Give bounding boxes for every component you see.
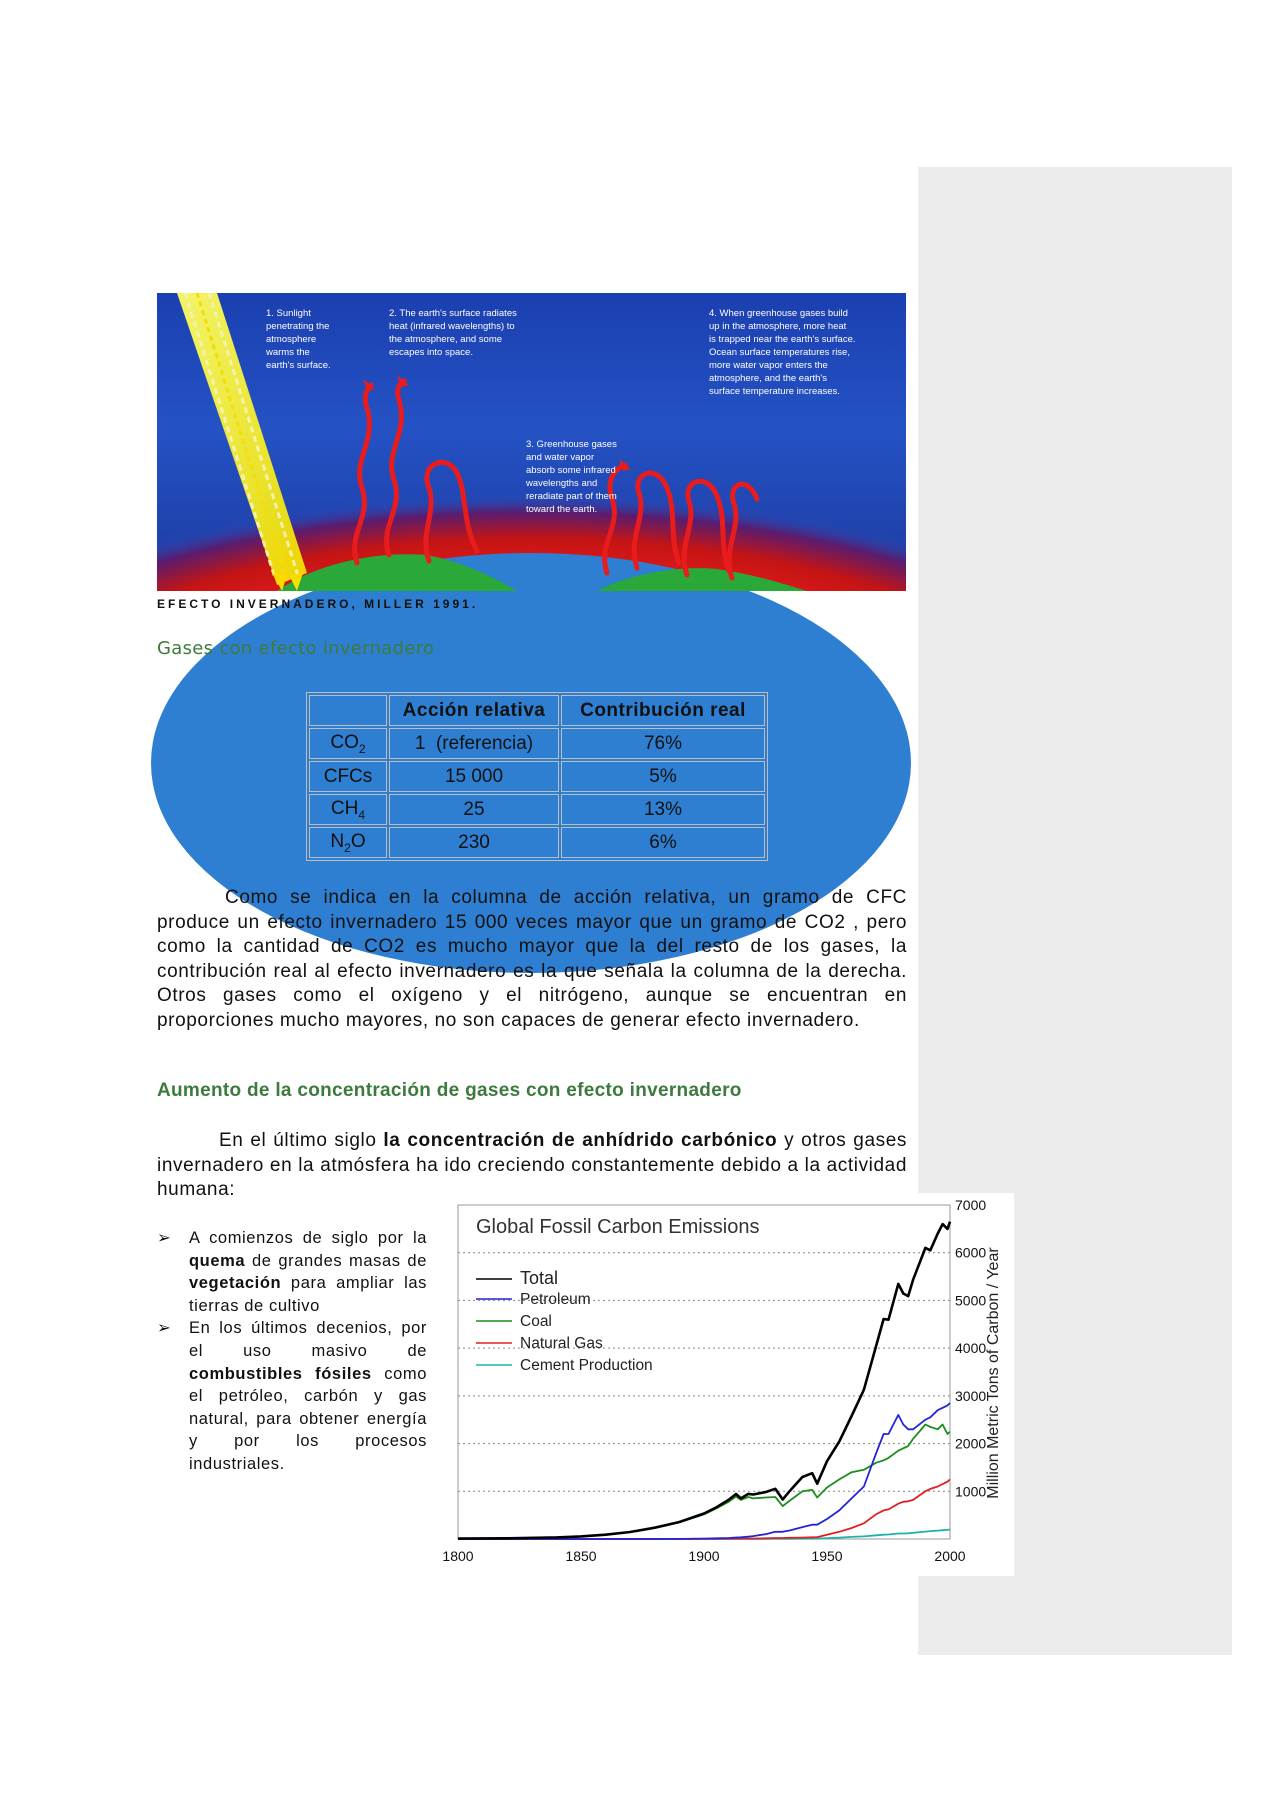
bullet-emphasis: quema [189,1251,246,1270]
gas-formula-subscript: 2 [358,741,366,756]
legend-entry: Cement Production [520,1357,653,1374]
carbon-emissions-chart [442,1193,1014,1576]
subheading-concentration: Aumento de la concentración de gases con efecto invernadero [157,1080,742,1101]
paragraph-concentration-start: En el último siglo [219,1130,384,1151]
gas-formula [309,794,387,825]
legend-entry: Coal [520,1313,552,1330]
chart-x-tick-label: 1900 [688,1548,720,1564]
gas-formula-base: N [330,830,345,852]
bullet-text: como el petróleo, carbón y gas natural, para obtener energía y por los procesos industriales. [189,1364,427,1473]
carbon-emissions-chart-svg [442,1193,1014,1576]
figure-caption: EFECTO INVERNADERO, MILLER 1991. [157,597,479,611]
gas-formula-base: CH [330,797,359,819]
chart-y-tick-label: 2000 [955,1435,987,1452]
gas-formula [309,728,387,759]
list-item [157,1227,427,1317]
table-row [309,827,765,858]
chart-y-tick-label: 6000 [955,1244,987,1261]
relative-action-value: 230 [389,827,559,858]
gas-formula-base: CO [330,731,359,753]
chart-x-tick-label: 1800 [442,1548,474,1564]
section-heading: Gases con efecto invernadero [157,638,435,659]
bullet-text: A comienzos de siglo por la [189,1229,427,1247]
greenhouse-step-3: 3. Greenhouse gases and water vapor absorb some infrared wavelengths and reradiate part of them toward the earth. [526,439,617,515]
list-item [157,1317,427,1475]
legend-entry: Total [520,1268,559,1288]
real-contribution-value: 6% [561,827,765,858]
causes-bullet-list [157,1227,427,1476]
bullet-arrow-icon: ➢ [157,1319,172,1338]
paragraph-relative-action: Como se indica en la columna de acción relativa, un gramo de CFC produce un efecto invernadero 15 000 veces mayor que un gramo de CO2 , pero como la cantidad de CO2 es mucho mayor que la del resto de los gases, la contribución real al efecto invernadero es la que señala la columna de la derecha. Otros gases como el oxígeno y el nitrógeno, aunque se encuentran en proporciones mucho mayores, no son capaces de generar efecto invernadero. [157,887,907,1031]
gas-formula-subscript: 4 [358,807,366,822]
real-contribution-value: 13% [561,794,765,825]
chart-x-tick-label: 2000 [934,1548,966,1564]
gas-formula [309,761,387,792]
relative-action-value: 15 000 [389,761,559,792]
chart-title: Global Fossil Carbon Emissions [476,1216,760,1238]
chart-y-tick-label: 1000 [955,1483,987,1500]
real-contribution-value: 76% [561,728,765,759]
gas-formula-suffix: O [350,830,366,852]
real-contribution-value: 5% [561,761,765,792]
bullet-emphasis: combustibles fósiles [189,1364,372,1383]
bullet-arrow-icon: ➢ [157,1229,172,1247]
greenhouse-step-2: 2. The earth's surface radiates heat (infrared wavelengths) to the atmosphere, and some escapes into space. [389,308,517,358]
table-row [309,761,765,792]
greenhouse-gases-table [306,692,768,861]
relative-action-value: 25 [389,794,559,825]
legend-entry: Natural Gas [520,1335,603,1352]
table-row [309,728,765,759]
table-header-gas [309,695,387,726]
greenhouse-step-4: 4. When greenhouse gases build up in the atmosphere, more heat is trapped near the earth's surface. Ocean surface temperatures rise, more water vapor enters the atmosphere, and the earth's surface temperature increases. [709,308,856,397]
chart-y-tick-label: 3000 [955,1387,987,1404]
chart-y-tick-label: 5000 [955,1292,987,1309]
gas-formula-subscript: 2 [344,840,351,855]
paragraph-concentration-end: y otros gases invernadero en la atmósfera ha ido creciendo constantemente debido a la actividad humana: [157,1130,907,1201]
paragraph-concentration-emphasis: la concentración de anhídrido carbónico [383,1130,778,1151]
table-row [309,794,765,825]
legend-entry: Petroleum [520,1291,591,1308]
greenhouse-step-1: 1. Sunlight penetrating the atmosphere warms the earth's surface. [266,308,331,371]
chart-y-axis-label: Million Metric Tons of Carbon / Year [985,1247,1002,1499]
gas-formula [309,827,387,858]
greenhouse-effect-figure [157,293,906,591]
relative-action-value: 1 (referencia) [389,728,559,759]
chart-y-tick-label: 7000 [955,1197,987,1213]
paragraph-concentration [157,1129,907,1203]
table-header-row [309,695,765,726]
gas-formula-base: CFCs [323,765,373,787]
table-header-real-contribution: Contribución real [561,695,765,726]
bullet-text: de grandes masas de [245,1251,427,1270]
bullet-text: En los últimos decenios, por el uso masivo de [189,1319,427,1360]
chart-y-tick-label: 4000 [955,1340,987,1357]
bullet-emphasis: vegetación [189,1274,282,1293]
table-header-relative-action: Acción relativa [389,695,559,726]
chart-x-tick-label: 1950 [811,1548,843,1564]
chart-x-tick-label: 1850 [565,1548,597,1564]
bullet-text: para ampliar las tierras de cultivo [189,1274,427,1315]
